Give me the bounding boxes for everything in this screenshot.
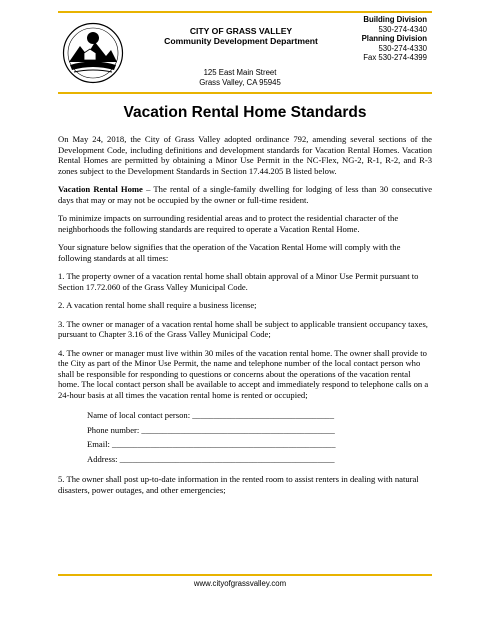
building-division-label: Building Division [363, 15, 427, 24]
footer-website[interactable]: www.cityofgrassvalley.com [193, 579, 287, 588]
contact-name-field[interactable]: Name of local contact person: _________________________________ [87, 410, 335, 420]
department-name: Community Development Department [164, 36, 318, 46]
minimize-impacts-paragraph: To minimize impacts on surrounding residential areas and to protect the residential character of the neighborhoods the following standards are required to operate a Vacation Rental Home. [58, 213, 399, 234]
address-line-2: Grass Valley, CA 95945 [199, 78, 281, 87]
planning-division-phone: 530-274-4330 [378, 43, 427, 53]
footer-rule [58, 574, 432, 576]
top-rule [58, 11, 432, 13]
phone-number-field[interactable]: Phone number: _____________________________________________ [87, 424, 335, 435]
page-title: Vacation Rental Home Standards [123, 104, 367, 121]
planning-division-label: Planning Division [361, 34, 427, 44]
fax-number: Fax 530-274-4399 [363, 53, 427, 63]
signature-paragraph: Your signature below signifies that the operation of the Vacation Rental Home will comply with the following standards at all times: [58, 242, 401, 263]
department-heading [128, 26, 354, 46]
contact-block [362, 15, 427, 63]
standard-item-5: 5. The owner shall post up-to-date information in the rented room to assist renters in dealing with natural disasters, power outages, and other emergencies; [58, 474, 419, 495]
definition-paragraph [58, 184, 432, 205]
address-line-1: 125 East Main Street [203, 68, 277, 77]
building-division-phone: 530-274-4340 [378, 24, 427, 34]
standard-item-4: 4. The owner or manager must live within 30 miles of the vacation rental home. The owner shall provide to the City as part of the Minor Use Permit, the name and telephone number of the local contact person who shall be responsible for responding to questions or concerns about the operations of the vacation rental home. The local contact person shall be available to accept and immediately respond to telephone calls on a 24-hour basis at all times the vacation rental home is rented or occupied; [58, 347, 429, 400]
contact-form [87, 408, 432, 466]
intro-paragraph: On May 24, 2018, the City of Grass Valley adopted ordinance 792, amending several sections of the Development Code, including definitions and development standards for Vacation Rental Homes. Vacation Rental Homes are permitted by obtaining a Minor Use Permit in the NC-Flex, NG-2, R-1, R-2, and R-3 zones subject to the Development Standards in Section 17.44.205 B listed below. [58, 134, 432, 176]
standard-item-3: 3. The owner or manager of a vacation rental home shall be subject to applicable transient occupancy taxes, pursuant to Chapter 3.16 of the Grass Valley Municipal Code; [58, 318, 428, 339]
address-block [150, 68, 330, 88]
city-seal-logo [62, 22, 124, 84]
header-rule [58, 92, 432, 94]
document-body [58, 134, 432, 503]
email-field[interactable]: Email: ____________________________________________________ [87, 439, 336, 449]
standard-item-2: 2. A vacation rental home shall require a business license; [58, 300, 257, 310]
definition-text: – The rental of a single-family dwelling for lodging of less than 30 consecutive days that may or may not be occupied by the owner or full-time resident. [58, 184, 433, 205]
standard-item-1: 1. The property owner of a vacation rental home shall obtain approval of a Minor Use Permit pursuant to Section 17.72.060 of the Grass Valley Municipal Code. [58, 271, 419, 292]
definition-term: Vacation Rental Home [58, 184, 143, 194]
city-name: CITY OF GRASS VALLEY [189, 26, 293, 36]
address-field[interactable]: Address: __________________________________________________ [87, 453, 335, 464]
